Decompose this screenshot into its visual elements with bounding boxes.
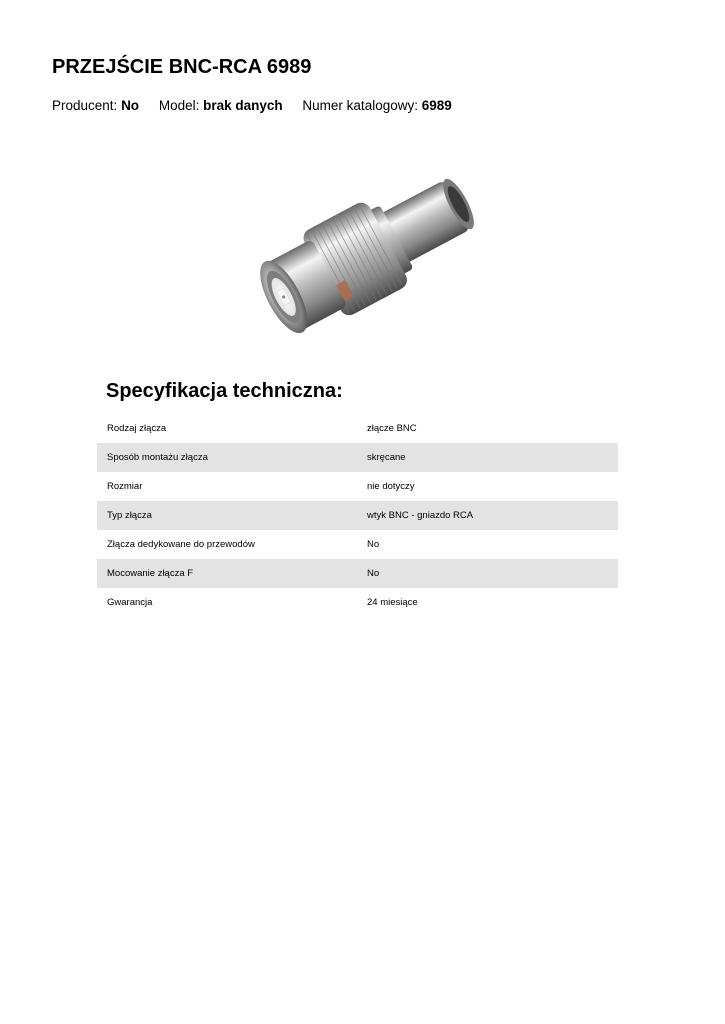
spec-label: Rozmiar [107, 481, 143, 492]
producer-info [52, 98, 143, 113]
spec-value: skręcane [367, 452, 406, 463]
producer-value: No [121, 98, 140, 113]
spec-label: Typ złącza [107, 510, 152, 521]
product-meta [52, 98, 468, 113]
spec-value: wtyk BNC - gniazdo RCA [367, 510, 474, 521]
spec-label: Gwarancja [107, 597, 153, 608]
model-info [159, 98, 287, 113]
spec-row [97, 588, 618, 617]
producer-label: Producent: [52, 98, 118, 113]
model-label: Model: [158, 98, 200, 113]
catalog-label: Numer katalogowy: [302, 98, 418, 113]
spec-table [97, 414, 618, 617]
spec-label: Sposób montażu złącza [107, 452, 208, 463]
spec-label: Mocowanie złącza F [107, 568, 194, 579]
spec-value: złącze BNC [367, 423, 417, 434]
spec-label: Rodzaj złącza [107, 423, 167, 434]
page-title: PRZEJŚCIE BNC-RCA 6989 [52, 56, 312, 78]
spec-row [97, 443, 618, 472]
model-value: brak danych [203, 98, 283, 113]
spec-row [97, 472, 618, 501]
spec-row [97, 414, 618, 443]
spec-row [97, 501, 618, 530]
spec-label: Złącza dedykowane do przewodów [107, 539, 255, 550]
spec-row [97, 530, 618, 559]
spec-value: nie dotyczy [367, 481, 415, 492]
spec-value: 24 miesiące [367, 597, 418, 608]
spec-value: No [367, 539, 380, 550]
spec-value: No [367, 568, 380, 579]
spec-heading: Specyfikacja techniczna: [106, 380, 343, 402]
spec-row [97, 559, 618, 588]
bnc-rca-adapter-icon [240, 146, 490, 366]
catalog-value: 6989 [421, 98, 452, 113]
catalog-info [302, 98, 451, 113]
product-image [240, 146, 490, 366]
